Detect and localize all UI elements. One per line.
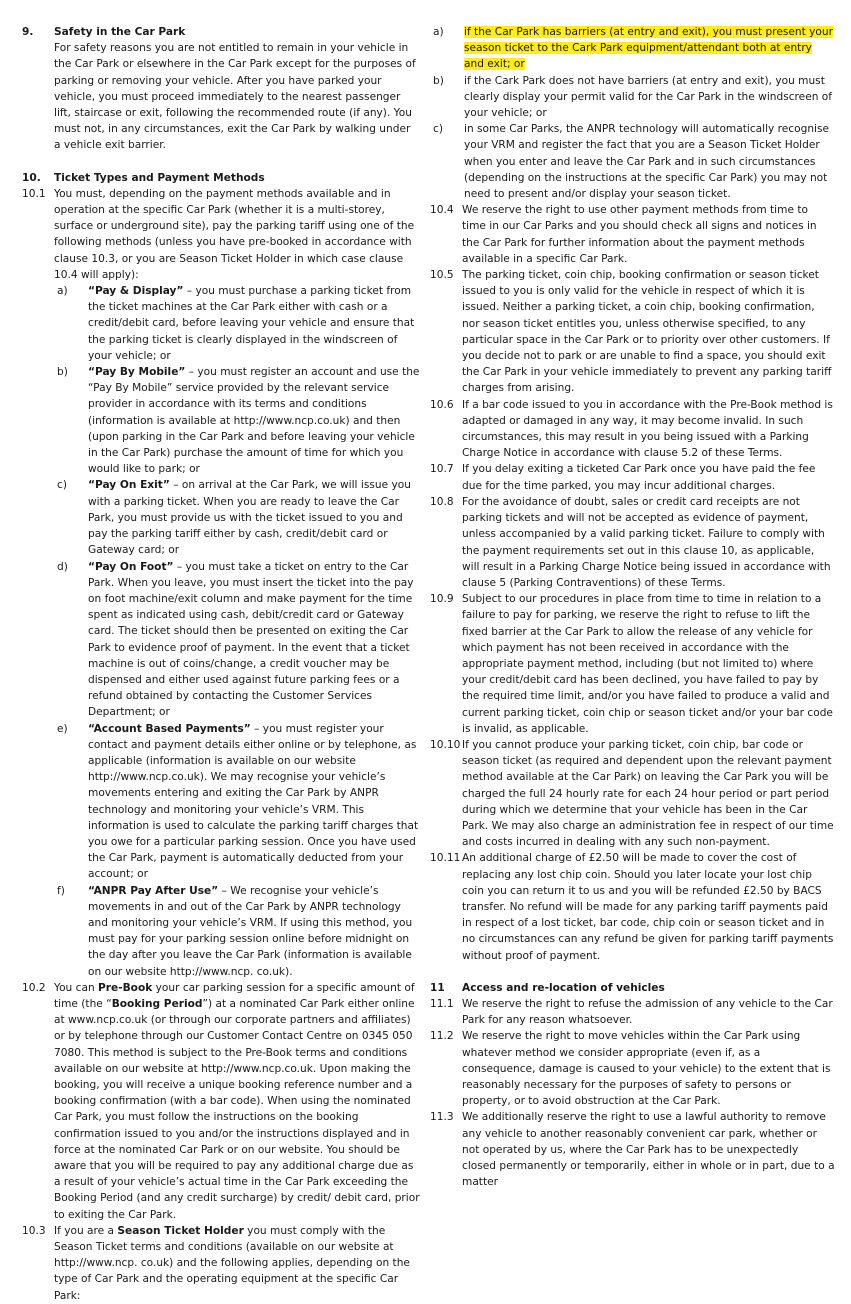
clause-10-1-f: f) “ANPR Pay After Use” – We recognise your vehicle’s movements in and out of the Car Park by ANPR technology and monitoring your vehicle’s VRM. If using this method, you must pay for your parking session online before midnight on the day after you leave the Car Park (information is available on our website http://www.ncp. co.uk). (57, 884, 413, 978)
section-10 (22, 170, 420, 1304)
clause-10-4: 10.4 We reserve the right to use other payment methods from time to time in our Car Parks and you should check all signs and notices in the Car Park for further information about the payment methods available in a specific Car Park. (430, 204, 817, 265)
clause-11-1: 11.1 We reserve the right to refuse the admission of any vehicle to the Car Park for any reason whatsoever. (430, 997, 833, 1027)
section-11-heading: 11 Access and re-location of vehicles (430, 981, 665, 994)
clause-11-2: 11.2 We reserve the right to move vehicles within the Car Park using whatever method we consider appropriate (even if, as a consequence, damage is caused to your vehicle) to the extent that is reasonably necessary for the purposes of safety to persons or property, or to avoid obstruction at the Car Park. (430, 1030, 831, 1108)
section-9 (22, 24, 420, 154)
highlighted-text: if the Car Park has barriers (at entry and exit), you must present your season ticket to the Cark Park equipment/attendant both at entry and exit; or (464, 26, 833, 71)
term-account-based-payments: “Account Based Payments” (88, 722, 251, 735)
term-anpr-pay-after-use: “ANPR Pay After Use” (88, 884, 219, 897)
term-pre-book: Pre-Book (98, 981, 153, 994)
clause-10-1-d: d) “Pay On Foot” – you must take a ticket on entry to the Car Park. When you leave, you must insert the ticket into the pay on foot machine/exit column and make payment for the time spent as indicated using cash, debit/credit card or Gateway card. The ticket should then be presented on exiting the Car Park to evidence proof of payment. In the event that a ticket machine is out of coins/change, a credit voucher may be dispensed and either used against future parking fees or a refund obtained by contacting the Customer Services Department; or (57, 560, 414, 719)
clause-10-6: 10.6 If a bar code issued to you in accordance with the Pre-Book method is adapted or damaged in any way, it may become invalid. In such circumstances, this may result in you being issued with a Parking Charge Notice in accordance with clause 5.2 of these Terms. (430, 398, 833, 460)
clause-10-10: 10.10 If you cannot produce your parking ticket, coin chip, bar code or season ticket (as required and dependent upon the relevant payment method available at the Car Park) on leaving the Car Park you will be charged the full 24 hourly rate for each 24 hour period or part period during which we determine that your vehicle has been in the Car Park. We may also charge an administration fee in respect of our time and costs incurred in dealing with any such non-payment. (430, 738, 834, 849)
left-column (22, 24, 420, 1304)
clause-10-3-c: c) in some Car Parks, the ANPR technology will automatically recognise your VRM and register the fact that you are a Season Ticket Holder when you enter and leave the Car Park and in such circumstances (depending on the instructions at the specific Car Park) you may not need to present and/or display your season ticket. (433, 123, 830, 201)
section-9-body: For safety reasons you are not entitled to remain in your vehicle in the Car Park or elsewhere in the Car Park except for the purposes of parking or removing your vehicle. After you have parked your vehicle, you must proceed immediately to the nearest passenger lift, staircase or exit, following the recommended route (if any). You must not, in any circumstances, exit the Car Park by walking under a vehicle exit barrier. (54, 42, 416, 152)
clause-10-1-c: c) “Pay On Exit” – on arrival at the Car Park, we will issue you with a parking ticket. When you are ready to leave the Car Park, you must provide us with the ticket issued to you and pay the parking tariff either by cash, credit/debit card or Gateway card; or (57, 479, 411, 557)
clause-10-1-b: b) “Pay By Mobile” – you must register an account and use the “Pay By Mobile” service provided by the relevant service provider in accordance with its terms and conditions (information is available at http://www.ncp.co.uk) and then (upon parking in the Car Park and before leaving your vehicle in the Car Park) purchase the amount of time for which you would like to park; or (57, 366, 420, 476)
clause-10-3-a: a) if the Car Park has barriers (at entry and exit), you must present your season ticket to the Cark Park equipment/attendant both at entry and exit; or (433, 26, 833, 71)
clause-10-1-e: e) “Account Based Payments” – you must register your contact and payment details either online or by telephone, as applicable (information is available on our website http://www.ncp.co.uk). We may recognise your vehicle’s movements entering and exiting the Car Park by ANPR technology and monitoring your vehicle’s VRM. This information is used to calculate the parking tariff charges that you owe for a particular parking session. Once you have used the Car Park, payment is automatically deducted from your account; or (57, 722, 419, 881)
clause-10-3-b: b) if the Cark Park does not have barriers (at entry and exit), you must clearly display your permit valid for the Car Park in the windscreen of your vehicle; or (433, 74, 832, 120)
term-pay-by-mobile: “Pay By Mobile” (88, 366, 186, 379)
clause-10-11: 10.11 An additional charge of £2.50 will be made to cover the cost of replacing any lost chip coin. Should you later locate your lost chip coin you can return it to us and you will be refunded £2.50 by BACS transfer. No refund will be made for any parking tariff payments paid in respect of a lost ticket, bar code, chip coin or season ticket and in no circumstances can any refund be given for parking tariff payments without proof of payment. (430, 852, 834, 962)
term-booking-period: Booking Period (111, 997, 203, 1010)
clause-10-8: 10.8 For the avoidance of doubt, sales or credit card receipts are not parking tickets and will not be accepted as evidence of payment, unless accompanied by a valid parking ticket. Failure to comply with the payment requirements set out in this clause 10, as applicable, will result in a Parking Charge Notice being issued in accordance with clause 5 (Parking Contraventions) of these Terms. (430, 495, 831, 589)
term-pay-on-exit: “Pay On Exit” (88, 479, 170, 492)
clause-10-1-text: You must, depending on the payment methods available and in operation at the specific Car Park (whether it is a multi-storey, surface or underground site), pay the parking tariff using one of the following methods (unless you have pre-booked in accordance with clause 10.3, or you are Season Ticket Holder in which case clause 10.4 will apply): (54, 187, 415, 281)
term-pay-display: “Pay & Display” (88, 285, 184, 298)
clause-11-3: 11.3 We additionally reserve the right to use a lawful authority to remove any vehicle to another reasonably convenient car park, whether or not operated by us, where the Car Park has to be unexpectedly closed permanently or temporarily, either in whole or in part, due to a matter (430, 1111, 835, 1189)
right-column (430, 24, 835, 1190)
term-pay-on-foot: “Pay On Foot” (88, 560, 174, 573)
clause-10-2: 10.2 You can Pre-Book your car parking session for a specific amount of time (the “Booking Period”) at a nominated Car Park either online at www.ncp.co.uk (or through our corporate partners and affiliates) or by telephone through our Customer Contact Centre on 0345 050 7080. This method is subject to the Pre-Book terms and conditions available on our website at http://www.ncp.co.uk. Upon making the booking, you will receive a unique booking reference number and a booking confirmation (with a bar code). When using the nominated Car Park, you must follow the instructions on the booking confirmation issued to you and/or the instructions displayed and in force at the nominated Car Park or on our website. You should be aware that you will be required to pay any additional charge due as a result of your vehicle’s actual time in the Car Park exceeding the Booking Period (and any credit surcharge) by credit/ debit card, prior to exiting the Car Park. (22, 981, 420, 1221)
section-11 (430, 980, 835, 1191)
clause-10-1: 10.1 You must, depending on the payment methods available and in operation at the specific Car Park (whether it is a multi-storey, surface or underground site), pay the parking tariff using one of the following methods (unless you have pre-booked in accordance with clause 10.3, or you are Season Ticket Holder in which case clause 10.4 will apply): a) “Pay & Display” – you must purchase a parking ticket from the ticket machines at the Car Park either with cash or a credit/debit card, before leaving your vehicle and ensure that the parking ticket is clearly displayed in the windscreen of your vehicle; or b) “Pay By Mobile” – you must register an account and use the “Pay By Mobile” service provided by the relevant service provider in accordance with its terms and conditions (information is available at http://www.ncp.co.uk) and then (upon parking in the Car Park and before leaving your vehicle in the Car Park) purchase the amount of time for which you would like to park; or c) “Pay On Exit” – on arrival at the Car Park, we will issue you with a parking ticket. When you are ready to leave the Car Park, you must provide us with the ticket issued to you and pay the parking tariff either by cash, credit/debit card or Gateway card; or d) “Pay On Foot” – you must take a ticket on entry to the Car Park. When you leave, you must insert the ticket into the pay on foot machine/exit column and make payment for the time spent as indicated using cash, debit/credit card or Gateway card. The ticket should then be presented on exiting the Car Park to evidence proof of payment. In the event that a ticket machine is out of coins/change, a credit voucher may be dispensed and either used against future parking fees or a refund obtained by contacting the Customer Services Department; or e) “Account Based Payments” – you must register your contact and payment details either online or by telephone, as applicable (information is available on our website http://www.ncp.co.uk). We may recognise your vehicle’s movements entering and exiting the Car Park by ANPR technology and monitoring your vehicle’s VRM. This information is used to calculate the parking tariff charges that you owe for a particular parking session. Once you have used the Car Park, payment is automatically deducted from your account; or f) “ANPR Pay After Use” – We recognise your vehicle’s movements in and out of the Car Park by ANPR technology and monitoring your vehicle’s VRM. If using this method, you must pay for your parking session online before midnight on the day after you leave the Car Park (information is available on our website http://www.ncp. co.uk). (22, 186, 420, 980)
clause-10-1-a: a) “Pay & Display” – you must purchase a parking ticket from the ticket machines at the Car Park either with cash or a credit/debit card, before leaving your vehicle and ensure that the parking ticket is clearly displayed in the windscreen of your vehicle; or (57, 285, 415, 362)
section-10-heading: 10. Ticket Types and Payment Methods (22, 171, 265, 184)
clause-10-3: 10.3 If you are a Season Ticket Holder you must comply with the Season Ticket terms and conditions (available on our website at http://www.ncp. co.uk) and the following applies, depending on the type of Car Park and the operating equipment at the specific Car Park: (22, 1224, 410, 1302)
clause-10-5: 10.5 The parking ticket, coin chip, booking confirmation or season ticket issued to you is only valid for the vehicle in respect of which it is issued. Neither a parking ticket, a coin chip, booking confirmation, nor season ticket entitles you, unless otherwise specified, to any particular space in the Car Park or to priority over other customers. If you decide not to park or are unable to find a space, you should exit the Car Park in your vehicle immediately to prevent any parking tariff charges from arising. (430, 269, 832, 395)
clause-10-7: 10.7 If you delay exiting a ticketed Car Park once you have paid the fee due for the time parked, you may incur additional charges. (430, 463, 816, 492)
section-9-heading: 9. Safety in the Car Park (22, 26, 186, 38)
term-season-ticket-holder: Season Ticket Holder (117, 1224, 244, 1237)
clause-10-9: 10.9 Subject to our procedures in place from time to time in relation to a failure to pay for parking, we reserve the right to refuse to lift the fixed barrier at the Car Park to allow the release of any vehicle for which payment has not been received in accordance with the appropriate payment method, including (but not limited to) where your credit/debit card has been declined, you have failed to pay by the required time limit, and/or you have failed to produce a valid and current parking ticket, coin chip or season ticket and/or your bar code is invalid, as applicable. (430, 593, 833, 735)
